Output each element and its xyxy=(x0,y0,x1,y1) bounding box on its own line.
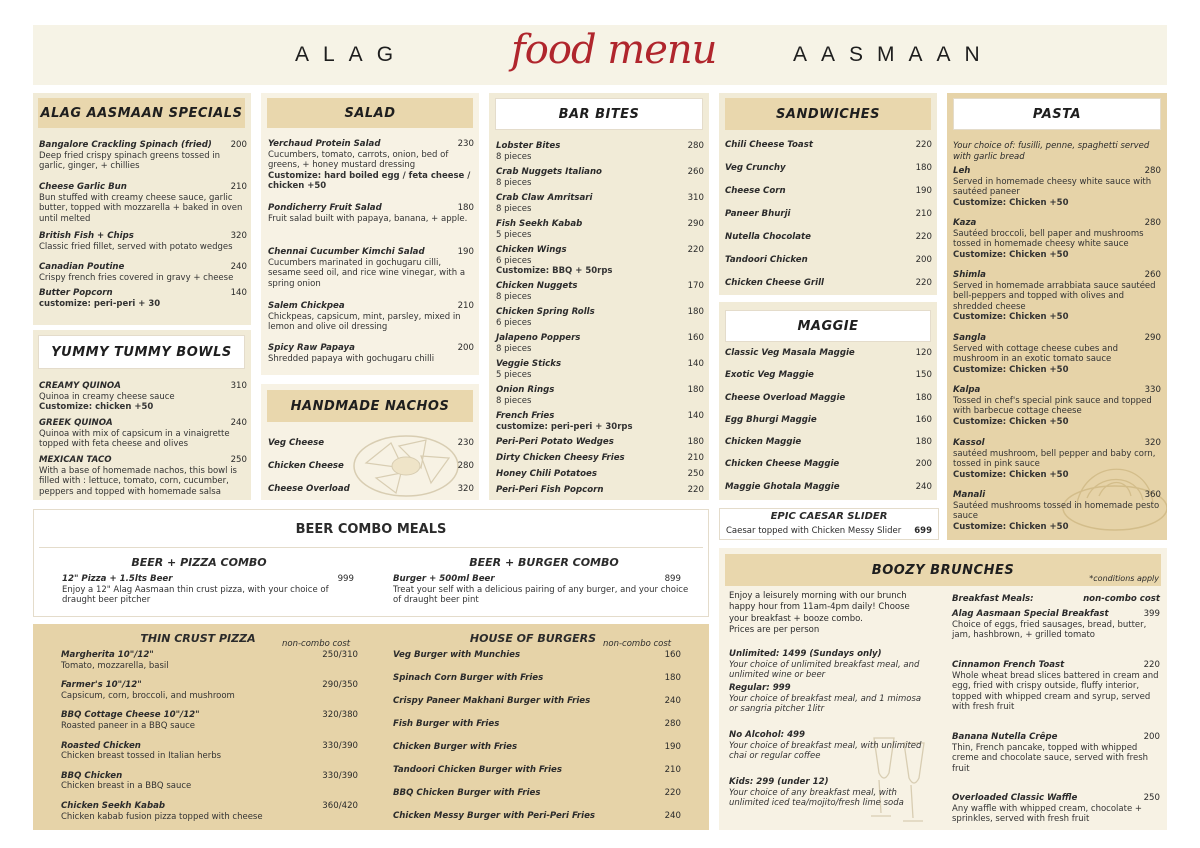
list-item xyxy=(953,270,1161,333)
item-desc: 5 pieces xyxy=(496,229,532,240)
item-price: 210 xyxy=(687,453,704,463)
item-name: Chicken Maggie xyxy=(725,437,802,448)
item-name: Peri-Peri Potato Wedges xyxy=(496,437,614,447)
list-item xyxy=(725,459,932,481)
pizza-combo: 12" Pizza + 1.5lts Beer 999 Enjoy a 12" Alag Aasmaan thin crust pizza, with your choice of draught beer pitcher xyxy=(62,574,354,606)
list-item: MEXICAN TACO 250 With a base of homemade nachos, this bowl is filled with : lettuce, tomato, corn, cucumber, peppers and topped with homemade salsa xyxy=(39,455,247,497)
list-item xyxy=(61,741,358,771)
item-extra: Customize: Chicken +50 xyxy=(953,416,1069,427)
item-desc: Whole wheat bread slices battered in cream and egg, fried with crispy outside, fluffy interior, topped with whipped cream and syrup, served with fresh fruit xyxy=(952,670,1159,713)
item-price: 330 xyxy=(1144,385,1161,395)
item-price: 250 xyxy=(1143,793,1160,803)
item-desc: Your choice of breakfast meal, and 1 mimosa or sangria pitcher 1litr xyxy=(729,693,922,715)
list-item xyxy=(725,437,932,459)
item-name: Leh xyxy=(953,166,971,176)
item-name: Dirty Chicken Cheesy Fries xyxy=(496,453,625,463)
list-item: Chennai Cucumber Kimchi Salad 190 Cucumbers marinated in gochugaru cilli, sesame seed oil, and rice wine vinegar, with a spring onion xyxy=(268,247,474,289)
item-desc: 8 pieces xyxy=(496,203,532,214)
list-item xyxy=(952,732,1160,793)
item-name: Nutella Chocolate xyxy=(725,232,811,242)
pizza-burger-panel xyxy=(33,624,709,830)
item-desc: 5 pieces xyxy=(496,369,532,380)
item-name: Kalpa xyxy=(953,385,981,395)
list-item xyxy=(393,811,681,834)
list-item xyxy=(61,771,358,801)
list-item xyxy=(725,393,932,415)
item-name: BBQ Chicken xyxy=(61,770,123,781)
item-name: Onion Rings xyxy=(496,385,555,395)
list-item: Cheese Overload 320 xyxy=(268,484,474,494)
list-item: GREEK QUINOA 240 Quinoa with mix of capsicum in a vinaigrette topped with feta cheese and olives xyxy=(39,418,247,450)
list-item: Yerchaud Protein Salad 230 Cucumbers, tomato, carrots, onion, bed of greens, + honey mustard dressing Customize: hard boiled egg / feta cheese / chicken +50 xyxy=(268,139,474,192)
item-price: 220 xyxy=(687,485,704,495)
item-price: 280 xyxy=(1144,166,1161,176)
beer-panel xyxy=(33,509,709,617)
item-name: Crispy Paneer Makhani Burger with Fries xyxy=(393,696,591,706)
item-desc: 6 pieces xyxy=(496,255,532,266)
item-price: 180 xyxy=(915,392,932,403)
item-name: Chicken Nuggets xyxy=(496,281,578,291)
item-name: Honey Chili Potatoes xyxy=(496,469,597,479)
pizza-note: non-combo cost xyxy=(282,639,351,649)
list-item xyxy=(496,167,704,193)
item-name: Chicken Messy Burger with Peri-Peri Fries xyxy=(393,811,596,821)
item-desc: Chicken breast tossed in Italian herbs xyxy=(61,751,222,762)
item-price: 200 xyxy=(1143,732,1160,742)
item-name: Veg Crunchy xyxy=(725,163,786,173)
list-item xyxy=(393,765,681,788)
item-name: Chicken Spring Rolls xyxy=(496,307,595,317)
item-price: 290 xyxy=(687,219,704,229)
item-price: 170 xyxy=(687,281,704,291)
item-desc: Sautéed broccoli, bell paper and mushrooms tossed in homemade cheesy white sauce xyxy=(953,228,1144,250)
list-item xyxy=(952,660,1160,732)
item-desc: 8 pieces xyxy=(496,177,532,188)
item-name: Crab Claw Amritsari xyxy=(496,193,593,203)
list-item xyxy=(953,438,1161,490)
list-item xyxy=(953,166,1161,218)
bowls-panel xyxy=(33,330,251,500)
item-price: 150 xyxy=(915,370,932,381)
item-name: Tandoori Chicken Burger with Fries xyxy=(393,765,562,775)
list-item xyxy=(496,469,704,485)
item-price: 320/380 xyxy=(322,710,358,721)
list-item xyxy=(953,218,1161,270)
item-extra: Customize: BBQ + 50rps xyxy=(496,266,613,277)
item-extra: Customize: Chicken +50 xyxy=(953,197,1069,208)
caesar-title: EPIC CAESAR SLIDER xyxy=(770,511,888,522)
item-price: 220 xyxy=(915,140,932,150)
item-desc: Your choice of unlimited breakfast meal, and unlimited wine or beer xyxy=(729,659,920,681)
list-item xyxy=(61,680,358,710)
pizza-list xyxy=(61,650,358,831)
item-price: 160 xyxy=(915,414,932,425)
brunch-intro: Enjoy a leisurely morning with our brunch happy hour from 11am-4pm daily! Choose your breakfast + booze combo. Prices are per person xyxy=(729,591,910,635)
item-price: 240 xyxy=(664,696,681,706)
list-item: British Fish + Chips 320 Classic fried fillet, served with potato wedges xyxy=(39,231,247,252)
item-name: Sangla xyxy=(953,333,987,343)
list-item: Chicken Cheese 280 xyxy=(268,461,474,471)
burgers-title: HOUSE OF BURGERS xyxy=(469,632,597,645)
item-desc: Thin, French pancake, topped with whipped creme and chocolate sauce, served with fresh fruit xyxy=(952,742,1149,774)
beer-title: BEER COMBO MEALS xyxy=(295,522,447,537)
item-name: Chicken Cheese Grill xyxy=(725,278,824,288)
item-desc: Tossed in chef's special pink sauce and topped with barbecue cottage cheese xyxy=(953,395,1152,417)
meals-header: Breakfast Meals: non-combo cost xyxy=(952,594,1160,604)
list-item xyxy=(496,307,704,333)
item-name: BBQ Chicken Burger with Fries xyxy=(393,788,541,798)
list-item xyxy=(496,359,704,385)
list-item xyxy=(725,348,932,370)
pasta-intro: Your choice of: fusilli, penne, spaghetti served with garlic bread xyxy=(953,141,1150,162)
item-price: 220 xyxy=(687,245,704,255)
nachos-panel xyxy=(261,384,479,500)
list-item: Bangalore Crackling Spinach (fried) 200 Deep fried crispy spinach greens tossed in garlic, ginger, + chillies xyxy=(39,140,247,172)
item-name: Fish Burger with Fries xyxy=(393,719,500,729)
divider xyxy=(39,547,703,548)
barbites-title: BAR BITES xyxy=(495,98,703,130)
item-price: 160 xyxy=(687,333,704,343)
item-desc: Tomato, mozzarella, basil xyxy=(61,660,169,671)
item-name: Banana Nutella Crêpe xyxy=(952,732,1058,742)
item-price: 310 xyxy=(687,193,704,203)
barbites-list xyxy=(496,141,704,501)
list-item xyxy=(393,719,681,742)
item-name: Chili Cheese Toast xyxy=(725,140,813,150)
item-name: Exotic Veg Maggie xyxy=(725,370,814,381)
pizza-title: THIN CRUST PIZZA xyxy=(140,632,256,645)
list-item xyxy=(496,437,704,453)
sandwiches-list xyxy=(725,140,932,301)
list-item xyxy=(729,683,929,730)
list-item xyxy=(496,219,704,245)
list-item xyxy=(725,140,932,163)
list-item xyxy=(953,385,1161,438)
list-item: Veg Cheese 230 xyxy=(268,438,474,448)
list-item xyxy=(953,333,1161,385)
item-name: Manali xyxy=(953,490,986,500)
item-desc: Your choice of any breakfast meal, with unlimited iced tea/mojito/fresh lime soda xyxy=(729,787,904,809)
list-item xyxy=(725,209,932,232)
item-desc: 8 pieces xyxy=(496,343,532,354)
item-name: Margherita 10"/12" xyxy=(61,650,154,660)
pasta-list xyxy=(953,166,1161,530)
item-desc: Choice of eggs, fried sausages, bread, butter, jam, hashbrown, + grilled tomato xyxy=(952,619,1147,641)
list-item xyxy=(393,650,681,673)
item-desc: 8 pieces xyxy=(496,395,532,406)
item-price: 250/310 xyxy=(322,650,358,660)
list-item: Cheese Garlic Bun 210 Bun stuffed with creamy cheese sauce, garlic butter, topped with mozzarella + baked in oven until melted xyxy=(39,182,247,224)
list-item xyxy=(725,232,932,255)
list-item xyxy=(61,650,358,680)
item-name: Veggie Sticks xyxy=(496,359,562,369)
list-item xyxy=(393,742,681,765)
item-price: 160 xyxy=(664,650,681,660)
nachos-title: HANDMADE NACHOS xyxy=(267,390,473,422)
item-price: 290 xyxy=(1144,333,1161,343)
salad-title: SALAD xyxy=(267,98,473,128)
item-name: Cinnamon French Toast xyxy=(952,660,1065,670)
item-desc: Served in homemade arrabbiata sauce sautéed bell-peppers and topped with olives and shredded cheese xyxy=(953,280,1156,312)
item-extra: Customize: Chicken +50 xyxy=(953,312,1069,323)
item-price: 180 xyxy=(664,673,681,683)
item-price: 140 xyxy=(687,411,704,421)
item-desc: Any waffle with whipped cream, chocolate + sprinkles, served with fresh fruit xyxy=(952,803,1142,825)
item-extra: Customize: Chicken +50 xyxy=(953,249,1069,260)
list-item: Butter Popcorn 140 customize: peri-peri + 30 xyxy=(39,288,247,309)
item-price: 180 xyxy=(915,163,932,173)
sandwiches-panel xyxy=(719,93,937,295)
list-item xyxy=(496,485,704,501)
item-price: 220 xyxy=(664,788,681,798)
pasta-title: PASTA xyxy=(953,98,1161,130)
item-desc: sautéed mushroom, bell pepper and baby corn, tossed in pink sauce xyxy=(953,448,1156,470)
barbites-panel xyxy=(489,93,709,500)
list-item xyxy=(953,490,1161,530)
item-price: 190 xyxy=(664,742,681,752)
brunch-panel xyxy=(719,548,1167,830)
bowls-list xyxy=(39,381,247,497)
list-item xyxy=(496,281,704,307)
specials-title: ALAG AASMAAN SPECIALS xyxy=(38,98,245,128)
list-item xyxy=(725,163,932,186)
bowls-title: YUMMY TUMMY BOWLS xyxy=(38,335,245,369)
item-name: Regular: 999 xyxy=(729,683,791,693)
item-price: 210 xyxy=(915,209,932,219)
item-name: Veg Burger with Munchies xyxy=(393,650,521,660)
list-item: CREAMY QUINOA 310 Quinoa in creamy cheese sauce Customize: chicken +50 xyxy=(39,381,247,413)
list-item xyxy=(496,385,704,411)
list-item xyxy=(725,278,932,301)
list-item xyxy=(496,193,704,219)
item-price: 290/350 xyxy=(322,680,358,691)
specials-list xyxy=(39,140,247,309)
item-price: 140 xyxy=(687,359,704,369)
item-extra: Customize: Chicken +50 xyxy=(953,469,1069,480)
item-price: 200 xyxy=(915,255,932,265)
list-item: Spicy Raw Papaya 200 Shredded papaya with gochugaru chilli xyxy=(268,343,474,364)
list-item xyxy=(496,453,704,469)
brunch-note: *conditions apply xyxy=(1089,574,1159,583)
item-price: 220 xyxy=(915,278,932,288)
item-price: 220 xyxy=(1143,660,1160,670)
caesar-panel xyxy=(719,508,939,540)
item-name: Chicken Cheese Maggie xyxy=(725,459,840,470)
brunch-meals xyxy=(952,609,1160,830)
list-item xyxy=(496,141,704,167)
pasta-panel xyxy=(947,93,1167,540)
list-item: Pondicherry Fruit Salad 180 Fruit salad built with papaya, banana, + apple. xyxy=(268,203,474,224)
item-desc: 8 pieces xyxy=(496,291,532,302)
item-price: 120 xyxy=(915,348,932,358)
burger-combo-heading: BEER + BURGER COMBO xyxy=(469,556,619,569)
item-price: 240 xyxy=(664,811,681,821)
item-name: Crab Nuggets Italiano xyxy=(496,167,602,177)
list-item xyxy=(393,696,681,719)
item-name: Kids: 299 (under 12) xyxy=(729,777,829,787)
list-item xyxy=(725,255,932,278)
item-price: 260 xyxy=(1144,270,1161,280)
item-name: Chicken Seekh Kabab xyxy=(61,800,166,811)
maggie-panel xyxy=(719,302,937,500)
brunch-title: BOOZY BRUNCHES xyxy=(725,554,1161,586)
item-name: Kassol xyxy=(953,438,985,448)
menu-title: food menu xyxy=(511,27,717,73)
specials-panel xyxy=(33,93,251,325)
item-name: Chicken Wings xyxy=(496,245,567,255)
list-item xyxy=(952,793,1160,830)
burger-combo: Burger + 500ml Beer 899 Treat your self with a delicious pairing of any burger, and your choice of draught beer pint xyxy=(393,574,689,606)
item-name: Cheese Corn xyxy=(725,186,786,196)
item-name: Roasted Chicken xyxy=(61,740,141,751)
item-extra: Customize: Chicken +50 xyxy=(953,364,1069,375)
list-item xyxy=(952,609,1160,660)
list-item xyxy=(725,370,932,392)
item-name: Maggie Ghotala Maggie xyxy=(725,481,840,492)
list-item xyxy=(725,482,932,504)
caesar-desc: Caesar topped with Chicken Messy Slider xyxy=(726,526,902,536)
item-name: Alag Aasmaan Special Breakfast xyxy=(952,609,1109,619)
item-price: 320 xyxy=(1144,438,1161,448)
item-price: 330/390 xyxy=(322,740,358,751)
list-item xyxy=(61,801,358,831)
item-name: Shimla xyxy=(953,270,986,280)
item-price: 360 xyxy=(1144,490,1161,500)
pizza-combo-heading: BEER + PIZZA COMBO xyxy=(131,556,267,569)
item-name: Tandoori Chicken xyxy=(725,255,808,265)
item-extra: customize: peri-peri + 30rps xyxy=(496,421,633,432)
maggie-list xyxy=(725,348,932,504)
nachos-list xyxy=(268,438,474,495)
item-name: Fish Seekh Kabab xyxy=(496,219,583,229)
item-name: No Alcohol: 499 xyxy=(729,730,806,740)
item-name: Cheese Overload Maggie xyxy=(725,392,846,403)
item-name: Peri-Peri Fish Popcorn xyxy=(496,485,604,495)
item-price: 180 xyxy=(687,307,704,317)
item-price: 200 xyxy=(915,459,932,470)
list-item xyxy=(725,186,932,209)
item-name: Overloaded Classic Waffle xyxy=(952,793,1078,803)
item-desc: Served with cottage cheese cubes and mushroom in an exotic tomato sauce xyxy=(953,343,1118,365)
item-name: BBQ Cottage Cheese 10"/12" xyxy=(61,710,200,721)
list-item: Salem Chickpea 210 Chickpeas, capsicum, mint, parsley, mixed in lemon and olive oil dressing xyxy=(268,301,474,333)
item-price: 280 xyxy=(687,141,704,151)
item-price: 360/420 xyxy=(322,800,358,811)
item-name: Jalapeno Poppers xyxy=(496,333,581,343)
list-item xyxy=(729,730,929,777)
list-item xyxy=(729,777,929,817)
menu-header xyxy=(33,25,1167,85)
item-price: 260 xyxy=(687,167,704,177)
item-price: 180 xyxy=(687,437,704,447)
item-price: 250 xyxy=(687,469,704,479)
brand-left: ALAG xyxy=(295,43,408,66)
sandwiches-title: SANDWICHES xyxy=(725,98,931,130)
item-desc: Sautéed mushrooms tossed in homemade pesto sauce xyxy=(953,500,1160,522)
brunch-options xyxy=(729,649,929,817)
burgers-list xyxy=(393,650,681,834)
item-desc: Chicken breast in a BBQ sauce xyxy=(61,781,192,792)
item-price: 190 xyxy=(915,186,932,196)
caesar-price: 699 xyxy=(914,526,932,536)
item-name: French Fries xyxy=(496,411,555,421)
list-item xyxy=(496,333,704,359)
salad-panel xyxy=(261,93,479,375)
item-desc: 6 pieces xyxy=(496,317,532,328)
item-name: Kaza xyxy=(953,218,977,228)
item-name: Unlimited: 1499 (Sundays only) xyxy=(729,649,882,659)
list-item xyxy=(729,649,929,683)
list-item xyxy=(393,673,681,696)
list-item xyxy=(61,710,358,740)
item-name: Farmer's 10"/12" xyxy=(61,680,142,691)
item-desc: Roasted paneer in a BBQ sauce xyxy=(61,720,196,731)
item-name: Chicken Burger with Fries xyxy=(393,742,518,752)
item-name: Lobster Bites xyxy=(496,141,561,151)
list-item xyxy=(725,415,932,437)
item-price: 180 xyxy=(915,437,932,448)
item-extra: Customize: Chicken +50 xyxy=(953,521,1069,532)
item-price: 240 xyxy=(915,481,932,492)
item-price: 180 xyxy=(687,385,704,395)
item-price: 280 xyxy=(1144,218,1161,228)
item-price: 210 xyxy=(664,765,681,775)
item-name: Classic Veg Masala Maggie xyxy=(725,348,855,358)
item-price: 330/390 xyxy=(322,770,358,781)
list-item xyxy=(496,245,704,281)
item-desc: Your choice of breakfast meal, with unlimited chai or regular coffee xyxy=(729,740,922,762)
item-name: Spinach Corn Burger with Fries xyxy=(393,673,544,683)
brand-right: AASMAAN xyxy=(793,43,994,66)
list-item xyxy=(393,788,681,811)
item-price: 220 xyxy=(915,232,932,242)
item-price: 399 xyxy=(1143,609,1160,619)
item-desc: Capsicum, corn, broccoli, and mushroom xyxy=(61,690,235,701)
item-desc: Served in homemade cheesy white sauce with sautéed paneer xyxy=(953,176,1152,198)
item-desc: 8 pieces xyxy=(496,151,532,162)
list-item xyxy=(496,411,704,437)
item-price: 280 xyxy=(664,719,681,729)
item-desc: Chicken kabab fusion pizza topped with cheese xyxy=(61,811,263,822)
list-item: Canadian Poutine 240 Crispy french fries covered in gravy + cheese xyxy=(39,262,247,283)
burgers-note: non-combo cost xyxy=(603,639,672,649)
maggie-title: MAGGIE xyxy=(725,310,931,342)
item-name: Paneer Bhurji xyxy=(725,209,791,219)
item-name: Egg Bhurgi Maggie xyxy=(725,414,817,425)
salad-list xyxy=(268,139,474,364)
